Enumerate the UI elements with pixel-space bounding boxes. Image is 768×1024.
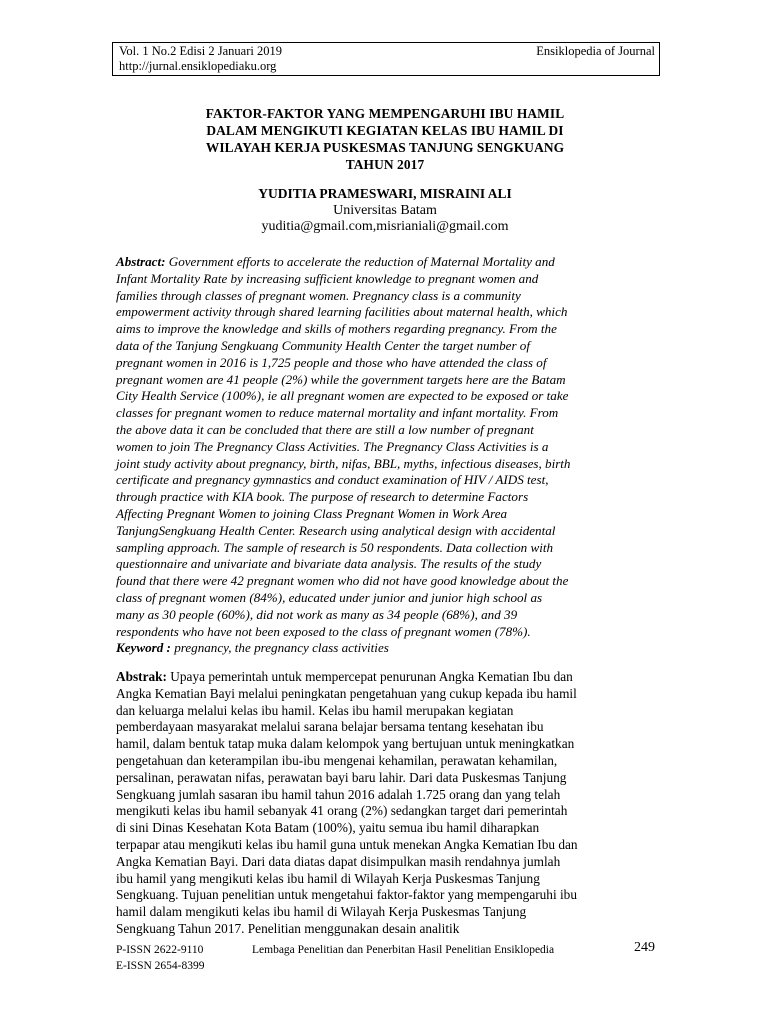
print-issn: P-ISSN 2622-9110 bbox=[116, 944, 204, 956]
title-line: WILAYAH KERJA PUSKESMAS TANJUNG SENGKUANG bbox=[205, 140, 565, 155]
abstract-line: hamil, dalam bentuk tatap muka dalam kelompok yang bertujuan untuk meningkatkan bbox=[116, 736, 575, 752]
abstract-line: women to join The Pregnancy Class Activities. The Pregnancy Class Activities is a bbox=[116, 438, 549, 454]
electronic-issn: E-ISSN 2654-8399 bbox=[116, 960, 205, 972]
publisher-name: Lembaga Penelitian dan Penerbitan Hasil Penelitian Ensiklopedia bbox=[252, 944, 555, 956]
abstract-line: ibu hamil yang mengikuti kelas ibu hamil di Wilayah Kerja Puskesmas Tanjung bbox=[116, 870, 540, 886]
abstract-line: many as 30 people (60%), did not work as many as 34 people (68%), and 39 bbox=[116, 606, 518, 622]
keyword-line: Keyword : pregnancy, the pregnancy class activities bbox=[116, 640, 389, 656]
abstract-line: pengetahuan dan keterampilan ibu-ibu mengenai kehamilan, perawatan kehamilan, bbox=[116, 752, 558, 768]
abstract-line: terpapar atau mengikuti kelas ibu hamil guna untuk menekan Angka Kematian Ibu dan bbox=[116, 836, 578, 852]
abstract-line: mengikuti kelas ibu hamil sebanyak 41 orang (2%) sedangkan target dari pemerintah bbox=[116, 803, 568, 819]
abstract-line: di sini Dinas Kesehatan Kota Batam (100%), yaitu semua ibu hamil diharapkan bbox=[116, 820, 540, 836]
abstract-line: TanjungSengkuang Health Center. Research using analytical design with accidental bbox=[116, 522, 556, 538]
abstract-line: pemberdayaan masyarakat melalui sarana belajar bersama tentang kesehatan ibu bbox=[116, 719, 544, 735]
abstract-line: dan keluarga melalui kelas ibu hamil. Kelas ibu hamil merupakan kegiatan bbox=[116, 702, 514, 718]
abstract-line: Abstract: Government efforts to accelerate the reduction of Maternal Mortality and bbox=[116, 254, 555, 269]
volume-info: Vol. 1 No.2 Edisi 2 Januari 2019 bbox=[119, 44, 282, 58]
abstract-line: hamil dalam mengikuti kelas ibu hamil di Wilayah Kerja Puskesmas Tanjung bbox=[116, 904, 527, 920]
abstract-line: sampling approach. The sample of research is 50 respondents. Data collection with bbox=[116, 539, 554, 555]
abstract-line: questionnaire and univariate and bivariate data analysis. The results of the study bbox=[116, 556, 542, 572]
abstract-line: empowerment activity through shared learning facilities about maternal health, which bbox=[116, 304, 568, 320]
abstract-line: Sengkuang. Tujuan penelitian untuk mengetahui faktor-faktor yang mempengaruhi ibu bbox=[116, 887, 577, 903]
abstract-line: families through classes of pregnant women. Pregnancy class is a community bbox=[116, 287, 521, 303]
journal-name: Ensiklopedia of Journal bbox=[536, 44, 655, 58]
header-left bbox=[119, 44, 282, 74]
abstract-indonesian bbox=[116, 669, 657, 938]
abstract-line: pregnant women in 2016 is 1,725 people and those who have attended the class of bbox=[116, 354, 547, 370]
title-line: FAKTOR-FAKTOR YANG MEMPENGARUHI IBU HAMIL bbox=[205, 106, 565, 121]
abstract-line: class of pregnant women (84%), educated under junior and junior high school as bbox=[116, 589, 543, 605]
abstract-line: persalinan, perawatan nifas, perawatan bayi baru lahir. Dari data Puskesmas Tanjung bbox=[116, 769, 567, 785]
abstract-line: through practice with KIA book. The purpose of research to determine Factors bbox=[116, 489, 529, 505]
abstract-line: Sengkuang Tahun 2017. Penelitian menggunakan desain analitik bbox=[116, 920, 460, 936]
page-number: 249 bbox=[634, 940, 655, 955]
journal-url: http://jurnal.ensiklopediaku.org bbox=[119, 59, 277, 73]
abstract-label: Abstract: bbox=[116, 254, 166, 269]
abstract-line: pregnant women are 41 people (2%) while the government targets here are the Batam bbox=[116, 371, 566, 387]
title-line: DALAM MENGIKUTI KEGIATAN KELAS IBU HAMIL DI bbox=[206, 123, 564, 138]
author-names: YUDITIA PRAMESWARI, MISRAINI ALI bbox=[258, 186, 512, 201]
author-block bbox=[150, 186, 620, 236]
abstract-line: aims to improve the knowledge and skills of mothers regarding pregnancy. From the bbox=[116, 321, 557, 337]
abstract-line: Infant Mortality Rate by increasing sufficient knowledge to pregnant women and bbox=[116, 270, 539, 286]
running-header bbox=[112, 42, 660, 76]
issn-block bbox=[116, 942, 205, 974]
author-affiliation: Universitas Batam bbox=[333, 202, 437, 218]
keyword-label: Keyword : bbox=[116, 640, 171, 656]
abstract-line: Sengkuang jumlah sasaran ibu hamil tahun 2016 adalah 1.725 orang dan yang telah bbox=[116, 786, 561, 802]
abstract-line: found that there were 42 pregnant women who did not have good knowledge about the bbox=[116, 573, 569, 589]
abstract-line: data of the Tanjung Sengkuang Community Health Center the target number of bbox=[116, 337, 530, 353]
paper-title bbox=[150, 105, 620, 173]
author-emails: yuditia@gmail.com,misrianiali@gmail.com bbox=[261, 219, 509, 234]
title-line: TAHUN 2017 bbox=[345, 157, 425, 172]
abstract-line: Angka Kematian Bayi melalui peningkatan pengetahuan yang cukup kepada ibu hamil bbox=[116, 685, 577, 701]
abstract-english bbox=[116, 254, 657, 657]
abstract-line: respondents who have not been exposed to the class of pregnant women (78%). bbox=[116, 623, 531, 639]
abstract-line: joint study activity about pregnancy, birth, nifas, BBL, myths, infectious diseases, birth bbox=[116, 455, 571, 471]
page-footer bbox=[116, 942, 657, 982]
abstract-line: the above data it can be concluded that there are still a low number of pregnant bbox=[116, 421, 534, 437]
abstract-line: Abstrak: Upaya pemerintah untuk mempercepat penurunan Angka Kematian Ibu dan bbox=[116, 669, 573, 684]
abstract-line: Affecting Pregnant Women to joining Class Pregnant Women in Work Area bbox=[116, 505, 508, 521]
abstract-label: Abstrak: bbox=[116, 669, 167, 684]
abstract-line: certificate and pregnancy gymnastics and conduct examination of HIV / AIDS test, bbox=[116, 472, 549, 488]
abstract-line: classes for pregnant women to reduce maternal mortality and infant mortality. From bbox=[116, 405, 559, 421]
abstract-line: Angka Kematian Bayi. Dari data diatas dapat disimpulkan masih rendahnya jumlah bbox=[116, 853, 561, 869]
abstract-line: City Health Service (100%), ie all pregnant women are expected to be exposed or take bbox=[116, 388, 569, 404]
